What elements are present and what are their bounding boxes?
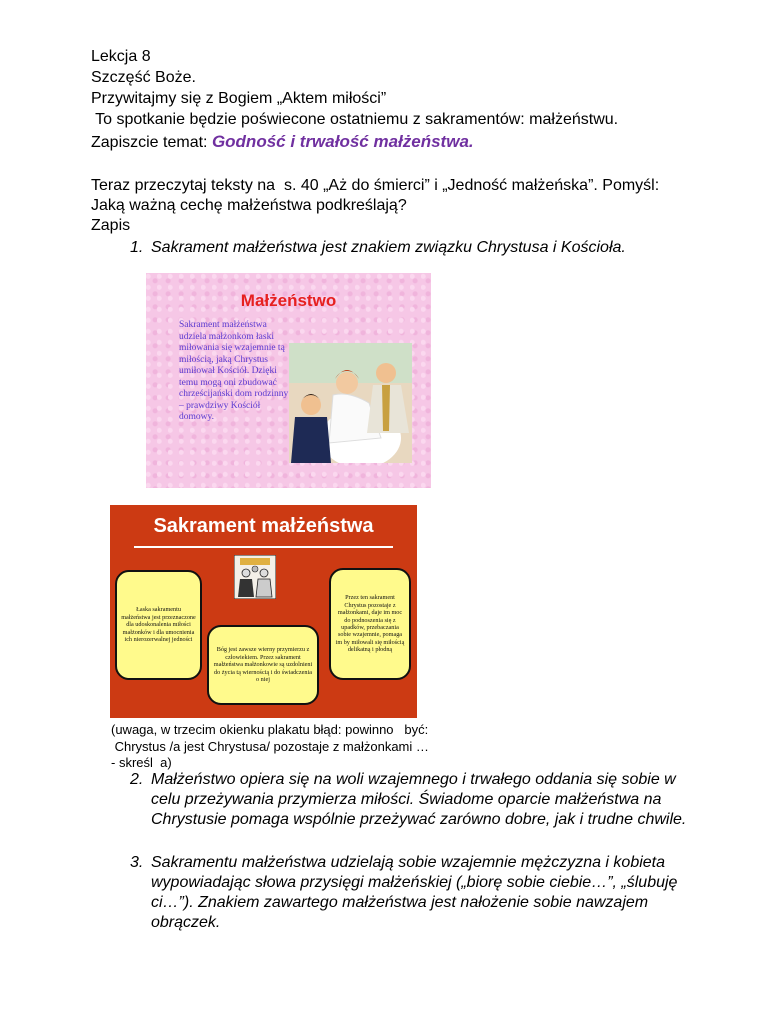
poster-note: Chrystus /a jest Chrystusa/ pozostaje z małżonkami … (111, 739, 429, 754)
sacrament-poster-image (110, 505, 417, 718)
poster-note: - skreśl a) (111, 755, 172, 770)
poster-title: Sakrament małżeństwa (153, 515, 374, 537)
poster-text: Sakrament małżeństwa udziela małżonkom łaski miłowania się wzajemnie tą miłością, jaką Chrystus umiłował Kościół. Dzięki temu mogą oni zbudować chrześcijański dom rodzinny – prawdziwy Kościół domowy. (179, 320, 289, 422)
marriage-poster-image (146, 273, 431, 488)
divider (134, 546, 393, 548)
poster-box-grace (115, 570, 202, 680)
prayer-line: Przywitajmy się z Bogiem „Aktem miłości” (91, 90, 387, 107)
list-item-text: Sakrament małżeństwa jest znakiem związku Chrystusa i Kościoła. (151, 239, 626, 256)
lesson-number: Lekcja 8 (91, 48, 151, 65)
poster-box-text: Bóg jest zawsze wierny przymierzu z człowiekiem. Przez sakrament małżeństwa małżonkowie są uzdolnieni do życia tą wiernością i do świadczenia o niej (213, 646, 313, 684)
list-item-text: Sakramentu małżeństwa udzielają sobie wzajemnie mężczyzna i kobieta wypowiadając słowa przysięgi małżeńskiej („biorę sobie ciebie…”, „ślubuję ci…”). Znakiem zawartego małżeństwa jest nałożenie sobie nawzajem obrączek. (151, 854, 678, 931)
lesson-topic: Godność i trwałość małżeństwa. (211, 132, 474, 151)
topic-prefix: Zapiszcie temat: (91, 134, 212, 151)
topic-line (91, 132, 474, 153)
list-item-number: 1. (130, 239, 144, 256)
poster-title: Małżeństwo (240, 291, 337, 310)
list-item-text: Małżeństwo opiera się na woli wzajemnego i trwałego oddania się sobie w celu przeżywania przymierza miłości. Świadome oparcie małżeństwa na Chrystusie pomaga wspólnie przeżywać zarówno dobre, jak i trudne chwile. (151, 771, 687, 828)
poster-box-faithfulness (207, 625, 319, 705)
wedding-couple-illustration (289, 343, 412, 463)
reading-question: Jaką ważną cechę małżeństwa podkreślają? (91, 197, 407, 214)
reading-instruction: Teraz przeczytaj teksty na s. 40 „Aż do śmierci” i „Jedność małżeńska”. Pomyśl: (91, 177, 660, 194)
poster-note: (uwaga, w trzecim okienku plakatu błąd: powinno być: (111, 722, 429, 737)
notes-heading: Zapis (91, 217, 131, 234)
wedding-ceremony-icon (234, 555, 276, 599)
poster-box-text: Przez ten sakrament Chrystus pozostaje z małżonkami, daje im moc do podnoszenia się z upadków, przebaczania sobie wzajemnie, pomaga im by miłowali się miłością delikatną i płodną (335, 594, 405, 654)
list-item-number: 3. (130, 854, 144, 871)
list-item-number: 2. (130, 771, 144, 788)
poster-box-christ (329, 568, 411, 680)
poster-box-text: Łaska sakramentu małżeństwa jest przeznaczone dla udoskonalenia miłości małżonków i dla umocnienia ich nierozerwalnej jedności (121, 606, 196, 644)
greeting: Szczęść Boże. (91, 69, 196, 86)
intro-line: To spotkanie będzie poświecone ostatniemu z sakramentów: małżeństwu. (91, 111, 619, 128)
